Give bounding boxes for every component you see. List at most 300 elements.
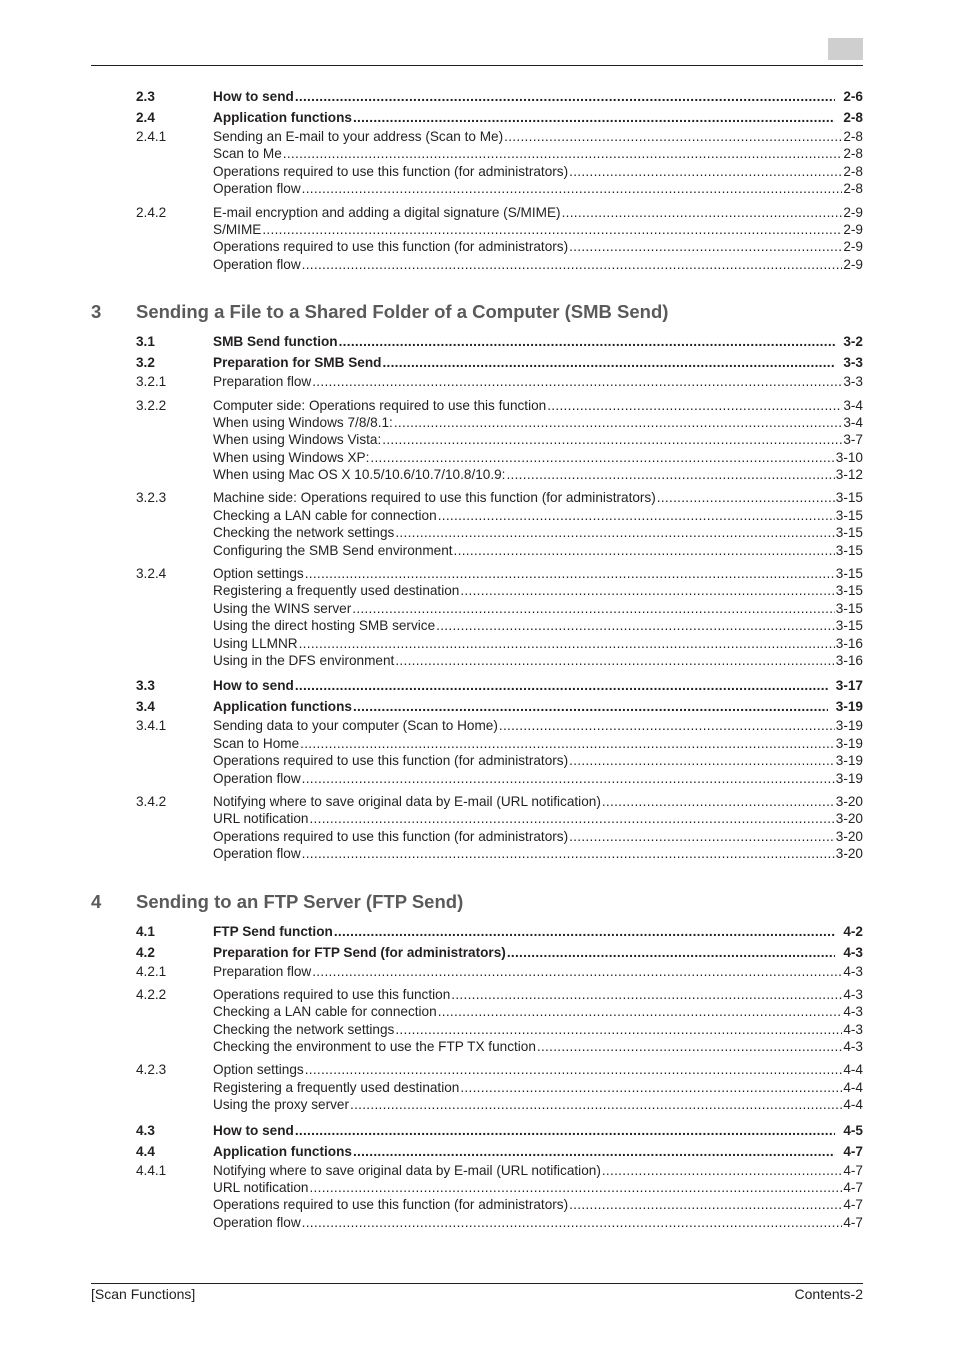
toc-row[interactable]	[0, 414, 954, 431]
toc-subsection-group	[0, 204, 954, 274]
toc-entry	[213, 542, 863, 559]
dot-leader	[499, 717, 835, 734]
toc-page-number: 4-3	[843, 963, 863, 979]
toc-entry	[213, 331, 863, 352]
toc-entry	[213, 675, 863, 696]
toc-row[interactable]	[0, 256, 954, 273]
toc-entry	[213, 735, 863, 752]
toc-subsection-group	[0, 1162, 954, 1232]
toc-page-number: 4-7	[843, 1143, 863, 1159]
toc-page-number: 3-3	[843, 374, 863, 390]
toc-entry-title: Machine side: Operations required to use this function (for administrators)	[213, 490, 656, 506]
toc-entry-title: Operation flow	[213, 256, 301, 272]
dot-leader	[295, 86, 836, 107]
toc-row[interactable]	[0, 238, 954, 255]
toc-page-number: 2-9	[843, 204, 863, 220]
toc-entry-title: When using Windows 7/8/8.1:	[213, 414, 393, 430]
toc-row[interactable]	[0, 696, 954, 717]
toc-entry-title: Notifying where to save original data by E-mail (URL notification)	[213, 1162, 601, 1178]
toc-page-number: 3-12	[835, 467, 863, 483]
toc-row[interactable]	[0, 600, 954, 617]
toc-row[interactable]	[0, 582, 954, 599]
toc-entry-title: Option settings	[213, 566, 304, 582]
toc-entry-title: Operation flow	[213, 846, 301, 862]
toc-entry-title: When using Mac OS X 10.5/10.6/10.7/10.8/10.9:	[213, 467, 506, 483]
toc-page-number: 4-4	[843, 1079, 863, 1095]
toc-page-number: 4-2	[843, 923, 863, 939]
toc-row[interactable]	[0, 770, 954, 787]
dot-leader	[305, 1061, 843, 1078]
dot-leader	[569, 828, 835, 845]
toc-page-number: 4-3	[843, 986, 863, 1002]
toc-entry	[213, 845, 863, 862]
toc-page-number: 3-4	[843, 397, 863, 413]
dot-leader	[562, 204, 843, 221]
toc-page-number: 3-19	[835, 699, 863, 715]
toc-main-entry-group	[0, 696, 954, 717]
toc-entry-title: Computer side: Operations required to use this function	[213, 397, 547, 413]
toc-page-number: 4-7	[843, 1180, 863, 1196]
toc-main-entry-group	[0, 921, 954, 942]
toc-entry-title: Operations required to use this function (for administrators)	[213, 753, 569, 769]
toc-row[interactable]	[0, 793, 954, 810]
toc-row[interactable]	[0, 431, 954, 448]
toc-page-number: 2-6	[843, 89, 863, 104]
toc-row[interactable]	[0, 1079, 954, 1096]
toc-entry-title: Application functions	[213, 110, 352, 125]
toc-entry-title: Option settings	[213, 1062, 304, 1078]
toc-row[interactable]	[0, 1196, 954, 1213]
dot-leader	[353, 107, 835, 128]
toc-entry-title: Scan to Me	[213, 146, 282, 162]
toc-row[interactable]	[0, 221, 954, 238]
toc-entry-number: 3.4	[136, 699, 155, 715]
toc-subsection-group	[0, 489, 954, 559]
dot-leader	[382, 431, 842, 448]
toc-subsection-group	[0, 397, 954, 484]
dot-leader	[312, 373, 842, 390]
toc-entry-number: 4.2.1	[136, 963, 167, 979]
toc-page-number: 4-3	[843, 1021, 863, 1037]
toc-row[interactable]	[0, 1141, 954, 1162]
toc-row[interactable]	[0, 373, 954, 390]
toc-entry	[213, 770, 863, 787]
toc-row[interactable]	[0, 107, 954, 128]
toc-entry	[213, 86, 863, 107]
toc-section	[0, 297, 954, 862]
toc-page-number: 3-20	[835, 811, 863, 827]
toc-entry	[213, 163, 863, 180]
toc-entry	[213, 489, 863, 506]
dot-leader	[547, 397, 842, 414]
toc-subsection-group	[0, 717, 954, 787]
toc-entry-title: Checking a LAN cable for connection	[213, 507, 437, 523]
toc-subsection-group	[0, 986, 954, 1056]
toc-entry-title: Sending data to your computer (Scan to Home)	[213, 718, 498, 734]
toc-entry	[213, 352, 863, 373]
toc-entry-number: 3.1	[136, 334, 155, 350]
toc-entry-title: Operations required to use this function (for administrators)	[213, 1197, 569, 1213]
toc-page-number: 2-9	[843, 256, 863, 272]
toc-page-number: 3-20	[835, 846, 863, 862]
toc-entry-number: 4.2	[136, 944, 155, 960]
dot-leader	[569, 752, 835, 769]
toc-entry-title: S/MIME	[213, 221, 262, 237]
toc-page-number: 3-3	[843, 355, 863, 371]
toc-entry-number: 3.4.2	[136, 793, 167, 809]
toc-entry-number: 3.2.4	[136, 566, 167, 582]
toc-row[interactable]	[0, 489, 954, 506]
toc-entry-title: Using in the DFS environment	[213, 652, 395, 668]
toc-entry-number: 2.3	[136, 89, 155, 104]
toc-page-number: 4-3	[843, 1039, 863, 1055]
toc-entry	[213, 1120, 863, 1141]
dot-leader	[350, 1096, 842, 1113]
toc-page-number: 4-4	[843, 1062, 863, 1078]
toc-row[interactable]	[0, 1162, 954, 1179]
toc-entry	[213, 414, 863, 431]
toc-entry	[213, 221, 863, 238]
toc-row[interactable]	[0, 652, 954, 669]
chapter-heading[interactable]	[0, 887, 954, 917]
toc-page-number: 3-20	[835, 828, 863, 844]
toc-row[interactable]	[0, 145, 954, 162]
toc-entry-number: 4.2.2	[136, 986, 167, 1002]
toc-entry-title: Checking the environment to use the FTP TX function	[213, 1039, 536, 1055]
dot-leader	[302, 845, 835, 862]
footer-manual-name: [Scan Functions]	[91, 1286, 196, 1302]
toc-entry-title: URL notification	[213, 811, 309, 827]
dot-leader	[305, 565, 835, 582]
toc-row[interactable]	[0, 810, 954, 827]
chapter-heading[interactable]	[0, 297, 954, 327]
toc-entry	[213, 696, 863, 717]
toc-entry-title: Operations required to use this function	[213, 986, 451, 1002]
dot-leader	[460, 582, 834, 599]
toc-row[interactable]	[0, 542, 954, 559]
toc-main-entry-group	[0, 675, 954, 696]
toc-page-number: 4-4	[843, 1097, 863, 1113]
dot-leader	[451, 986, 842, 1003]
toc-row[interactable]	[0, 565, 954, 582]
toc-row[interactable]	[0, 466, 954, 483]
toc-entry	[213, 1038, 863, 1055]
toc-entry-number: 2.4	[136, 110, 155, 125]
toc-row[interactable]	[0, 1003, 954, 1020]
dot-leader	[382, 352, 835, 373]
dot-leader	[569, 238, 842, 255]
toc-entry-title: Operation flow	[213, 770, 301, 786]
toc-entry-title: FTP Send function	[213, 923, 333, 939]
toc-row[interactable]	[0, 397, 954, 414]
toc-entry-number: 4.3	[136, 1122, 155, 1138]
toc-entry	[213, 1179, 863, 1196]
toc-entry-title: How to send	[213, 1122, 294, 1138]
dot-leader	[602, 793, 835, 810]
toc-row[interactable]	[0, 352, 954, 373]
toc-entry-title: Checking the network settings	[213, 525, 395, 541]
toc-row[interactable]	[0, 617, 954, 634]
toc-entry	[213, 204, 863, 221]
toc-row[interactable]	[0, 986, 954, 1003]
toc-row[interactable]	[0, 717, 954, 734]
toc-page-number: 2-8	[843, 181, 863, 197]
toc-entry	[213, 565, 863, 582]
toc-page-number: 3-16	[835, 635, 863, 651]
toc-row[interactable]	[0, 921, 954, 942]
dot-leader	[395, 652, 834, 669]
toc-entry-number: 4.4	[136, 1143, 155, 1159]
toc-row[interactable]	[0, 163, 954, 180]
toc-entry-title: Using LLMNR	[213, 635, 298, 651]
toc-entry	[213, 507, 863, 524]
toc-entry-title: SMB Send function	[213, 334, 338, 350]
toc-entry	[213, 180, 863, 197]
footer-page-number: Contents-2	[794, 1286, 863, 1302]
toc-entry	[213, 652, 863, 669]
dot-leader	[657, 489, 835, 506]
toc-row[interactable]	[0, 1021, 954, 1038]
dot-leader	[602, 1162, 842, 1179]
toc-entry-title: Operation flow	[213, 1214, 301, 1230]
dot-leader	[295, 1120, 836, 1141]
toc-page-number: 3-19	[835, 770, 863, 786]
toc-row[interactable]	[0, 524, 954, 541]
toc-page-number: 2-8	[843, 146, 863, 162]
dot-leader	[460, 1079, 842, 1096]
toc-entry-number: 2.4.2	[136, 204, 167, 220]
dot-leader	[262, 221, 842, 238]
toc-entry	[213, 145, 863, 162]
toc-entry-title: Using the proxy server	[213, 1097, 349, 1113]
toc-row[interactable]	[0, 1038, 954, 1055]
toc-entry	[213, 256, 863, 273]
dot-leader	[302, 180, 843, 197]
toc-row[interactable]	[0, 1061, 954, 1078]
toc-entry	[213, 238, 863, 255]
toc-subsection-group	[0, 963, 954, 980]
toc-row[interactable]	[0, 752, 954, 769]
dot-leader	[339, 331, 836, 352]
toc-page-number: 3-7	[843, 432, 863, 448]
toc-entry-title: Registering a frequently used destination	[213, 583, 460, 599]
dot-leader	[537, 1038, 842, 1055]
toc-entry-number: 4.4.1	[136, 1162, 167, 1178]
toc-row[interactable]	[0, 963, 954, 980]
toc-page-number: 3-19	[835, 718, 863, 734]
dot-leader	[436, 617, 835, 634]
footer-rule	[91, 1283, 863, 1284]
toc-row[interactable]	[0, 204, 954, 221]
dot-leader	[454, 542, 835, 559]
toc-page-number: 4-5	[843, 1122, 863, 1138]
toc-entry-title: URL notification	[213, 1180, 309, 1196]
toc-entry	[213, 635, 863, 652]
toc-page-number: 2-9	[843, 221, 863, 237]
toc-page-number: 2-8	[843, 163, 863, 179]
toc-page-number: 4-7	[843, 1162, 863, 1178]
toc-row[interactable]	[0, 635, 954, 652]
toc-entry-title: Operations required to use this function (for administrators)	[213, 163, 569, 179]
toc-entry	[213, 1196, 863, 1213]
toc-row[interactable]	[0, 128, 954, 145]
toc-entry-title: Registering a frequently used destination	[213, 1079, 460, 1095]
toc-entry-title: How to send	[213, 89, 294, 104]
dot-leader	[504, 128, 842, 145]
toc-entry	[213, 582, 863, 599]
toc-entry	[213, 524, 863, 541]
chapter-tab-marker	[828, 38, 863, 60]
toc-row[interactable]	[0, 845, 954, 862]
toc-entry	[213, 793, 863, 810]
toc-entry-number: 4.2.3	[136, 1062, 167, 1078]
dot-leader	[299, 635, 835, 652]
toc-page-number: 3-17	[835, 678, 863, 694]
toc-main-entry-group	[0, 331, 954, 352]
toc-section	[0, 887, 954, 1232]
toc-entry	[213, 1214, 863, 1231]
toc-entry	[213, 128, 863, 145]
toc-entry	[213, 1162, 863, 1179]
toc-main-entry-group	[0, 1141, 954, 1162]
toc-entry	[213, 466, 863, 483]
toc-row[interactable]	[0, 507, 954, 524]
toc-row[interactable]	[0, 675, 954, 696]
toc-page-number: 3-15	[835, 566, 863, 582]
toc-entry	[213, 752, 863, 769]
toc-row[interactable]	[0, 942, 954, 963]
toc-entry	[213, 373, 863, 390]
toc-subsection-group	[0, 373, 954, 390]
toc-entry-title: Preparation for FTP Send (for administrators)	[213, 944, 506, 960]
toc-entry-title: Checking the network settings	[213, 1021, 395, 1037]
dot-leader	[370, 449, 834, 466]
toc-entry-number: 3.2.3	[136, 490, 167, 506]
toc-entry-title: Operation flow	[213, 181, 301, 197]
toc-row[interactable]	[0, 449, 954, 466]
toc-main-entry-group	[0, 1120, 954, 1141]
toc-page-number: 2-8	[843, 110, 863, 125]
toc-entry-title: Preparation flow	[213, 374, 312, 390]
toc-row[interactable]	[0, 828, 954, 845]
toc-entry-title: Using the WINS server	[213, 600, 352, 616]
dot-leader	[352, 600, 835, 617]
toc-row[interactable]	[0, 86, 954, 107]
toc-page-number: 4-3	[843, 944, 863, 960]
toc-entry-title: Checking a LAN cable for connection	[213, 1004, 437, 1020]
toc-entry-number: 3.3	[136, 678, 155, 694]
toc-entry-title: Configuring the SMB Send environment	[213, 542, 453, 558]
toc-entry-number: 3.2	[136, 355, 155, 371]
dot-leader	[438, 1003, 843, 1020]
toc-subsection-group	[0, 128, 954, 198]
toc-entry-title: E-mail encryption and adding a digital signature (S/MIME)	[213, 204, 561, 220]
toc-entry-title: Using the direct hosting SMB service	[213, 618, 436, 634]
toc-entry-title: Operations required to use this function (for administrators)	[213, 239, 569, 255]
toc-page-number: 3-15	[835, 618, 863, 634]
toc-row[interactable]	[0, 180, 954, 197]
toc-row[interactable]	[0, 735, 954, 752]
toc-entry-number: 2.4.1	[136, 129, 167, 144]
dot-leader	[353, 696, 828, 717]
toc-entry-title: Scan to Home	[213, 735, 300, 751]
toc-entry	[213, 1096, 863, 1113]
toc-entry	[213, 963, 863, 980]
toc-entry-title: Application functions	[213, 1143, 352, 1159]
chapter-number: 3	[91, 301, 102, 323]
toc-entry-number: 4.1	[136, 923, 155, 939]
toc-row[interactable]	[0, 331, 954, 352]
toc-page-number: 3-10	[835, 449, 863, 465]
toc-entry	[213, 1079, 863, 1096]
toc-entry	[213, 617, 863, 634]
toc-entry-number: 3.2.2	[136, 397, 167, 413]
toc-page-number: 3-15	[835, 525, 863, 541]
toc-entry	[213, 717, 863, 734]
toc-main-entry-group	[0, 942, 954, 963]
dot-leader	[334, 921, 836, 942]
toc-row[interactable]	[0, 1096, 954, 1113]
toc-entry-title: When using Windows XP:	[213, 449, 370, 465]
toc-page-number: 4-7	[843, 1197, 863, 1213]
toc-entry	[213, 1021, 863, 1038]
toc-entry	[213, 600, 863, 617]
toc-page-number: 3-4	[843, 414, 863, 430]
toc-entry	[213, 449, 863, 466]
toc-entry	[213, 942, 863, 963]
toc-entry-title: How to send	[213, 678, 294, 694]
dot-leader	[283, 145, 843, 162]
toc-entry	[213, 397, 863, 414]
toc-entry	[213, 986, 863, 1003]
dot-leader	[395, 1021, 842, 1038]
dot-leader	[302, 256, 843, 273]
toc-page-number: 3-19	[835, 753, 863, 769]
dot-leader	[302, 1214, 843, 1231]
toc-page-number: 2-8	[843, 129, 863, 144]
dot-leader	[353, 1141, 835, 1162]
toc-row[interactable]	[0, 1179, 954, 1196]
dot-leader	[300, 735, 835, 752]
toc-row[interactable]	[0, 1120, 954, 1141]
chapter-title: Sending to an FTP Server (FTP Send)	[136, 890, 464, 912]
toc-entry	[213, 810, 863, 827]
toc-entry	[213, 107, 863, 128]
toc-page-number: 4-3	[843, 1004, 863, 1020]
toc-entry-number: 3.2.1	[136, 374, 167, 390]
toc-page-number: 3-20	[835, 793, 863, 809]
toc-page-number: 3-15	[835, 542, 863, 558]
chapter-number: 4	[91, 890, 102, 912]
toc-entry	[213, 828, 863, 845]
toc-subsection-group	[0, 1061, 954, 1113]
toc-entry-title: Notifying where to save original data by E-mail (URL notification)	[213, 793, 601, 809]
dot-leader	[309, 810, 834, 827]
toc-entry	[213, 921, 863, 942]
toc-entry	[213, 431, 863, 448]
toc-entry-title: Preparation for SMB Send	[213, 355, 382, 371]
toc-entry-title: Operations required to use this function (for administrators)	[213, 828, 569, 844]
toc-entry-title: Sending an E-mail to your address (Scan to Me)	[213, 129, 504, 144]
toc-main-entry-group	[0, 352, 954, 373]
table-of-contents	[0, 86, 954, 1237]
dot-leader	[295, 675, 828, 696]
dot-leader	[394, 414, 843, 431]
toc-entry	[213, 1141, 863, 1162]
toc-row[interactable]	[0, 1214, 954, 1231]
toc-entry	[213, 1003, 863, 1020]
dot-leader	[302, 770, 835, 787]
